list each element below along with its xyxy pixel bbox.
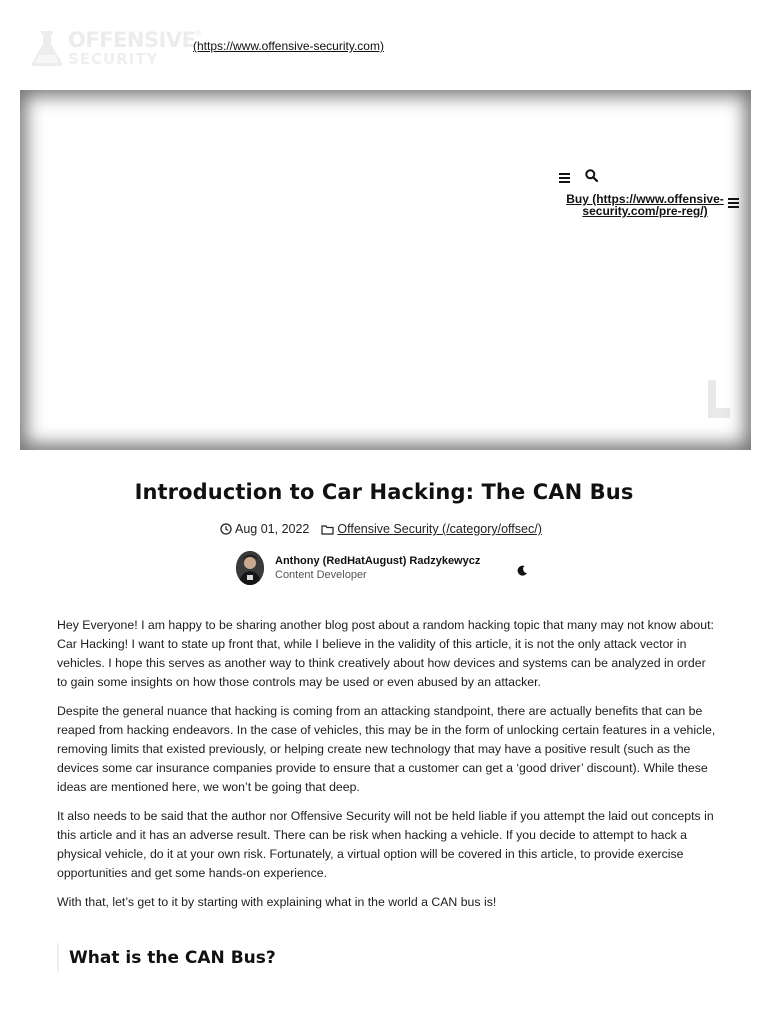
category-link[interactable]: Offensive Security (/category/offsec/) [337, 522, 542, 536]
logo-text-offensive: OFFENSIVE® [68, 27, 202, 52]
author-block [236, 551, 480, 585]
search-icon[interactable] [585, 169, 598, 187]
author-name[interactable]: Anthony (RedHatAugust) Radzykewycz [275, 555, 481, 567]
author-role: Content Developer [275, 569, 367, 581]
menu-icon[interactable] [728, 198, 739, 208]
folder-icon [321, 524, 334, 535]
menu-icon[interactable] [559, 173, 570, 183]
decorative-mark-icon [704, 378, 734, 422]
article-meta [220, 522, 542, 536]
flask-logo-icon [30, 29, 64, 67]
paragraph: Hey Everyone! I am happy to be sharing another blog post about a random hacking topic that many may not know about: Car Hacking! I want to state up front that, while I believe in the validity of this article, it is not the only attack vector in vehicles. I hope this serves as another way to think creatively about how devices and systems can be analyzed in order to gain some insights on how those controls may be used or even abused by an attacker. [57, 618, 714, 689]
avatar[interactable] [236, 551, 264, 585]
buy-link[interactable]: Buy (https://www.offensive-security.com/pre-reg/) [566, 192, 724, 218]
paragraph: With that, let’s get to it by starting with explaining what in the world a CAN bus is! [57, 895, 497, 909]
hero-banner [20, 90, 751, 450]
article-date: Aug 01, 2022 [235, 522, 310, 536]
home-link[interactable]: (https://www.offensive-security.com) [193, 39, 384, 53]
logo-text-security: SECURITY [68, 49, 159, 68]
nav-icon-group [559, 169, 598, 187]
paragraph: Despite the general nuance that hacking is coming from an attacking standpoint, there are actually benefits that can be reaped from hacking endeavors. In the case of vehicles, this may be in the form of unlocking certain features in a vehicle, removing limits that existed previously, or helping create new technology that may have a positive result (such as the devices some car insurance companies provide to ensure that a customer can get a ‘good driver’ discount). While these ideas are mentioned here, we won’t be going that deep. [57, 704, 716, 794]
site-logo[interactable] [30, 28, 201, 68]
dark-mode-toggle-icon[interactable] [517, 563, 528, 581]
paragraph: It also needs to be said that the author nor Offensive Security will not be held liable if you attempt the laid out concepts in this article and it has an adverse result. There can be risk when hacking a vehicle. If you decide to attempt to hack a physical vehicle, do it at your own risk. Fortunately, a virtual option will be covered in this article, to provide exercise opportunities and get some hands-on experience. [57, 809, 714, 880]
section-heading: What is the CAN Bus? [57, 943, 276, 973]
clock-icon [220, 523, 232, 535]
article-title: Introduction to Car Hacking: The CAN Bus [134, 480, 634, 504]
article-body [57, 616, 717, 922]
